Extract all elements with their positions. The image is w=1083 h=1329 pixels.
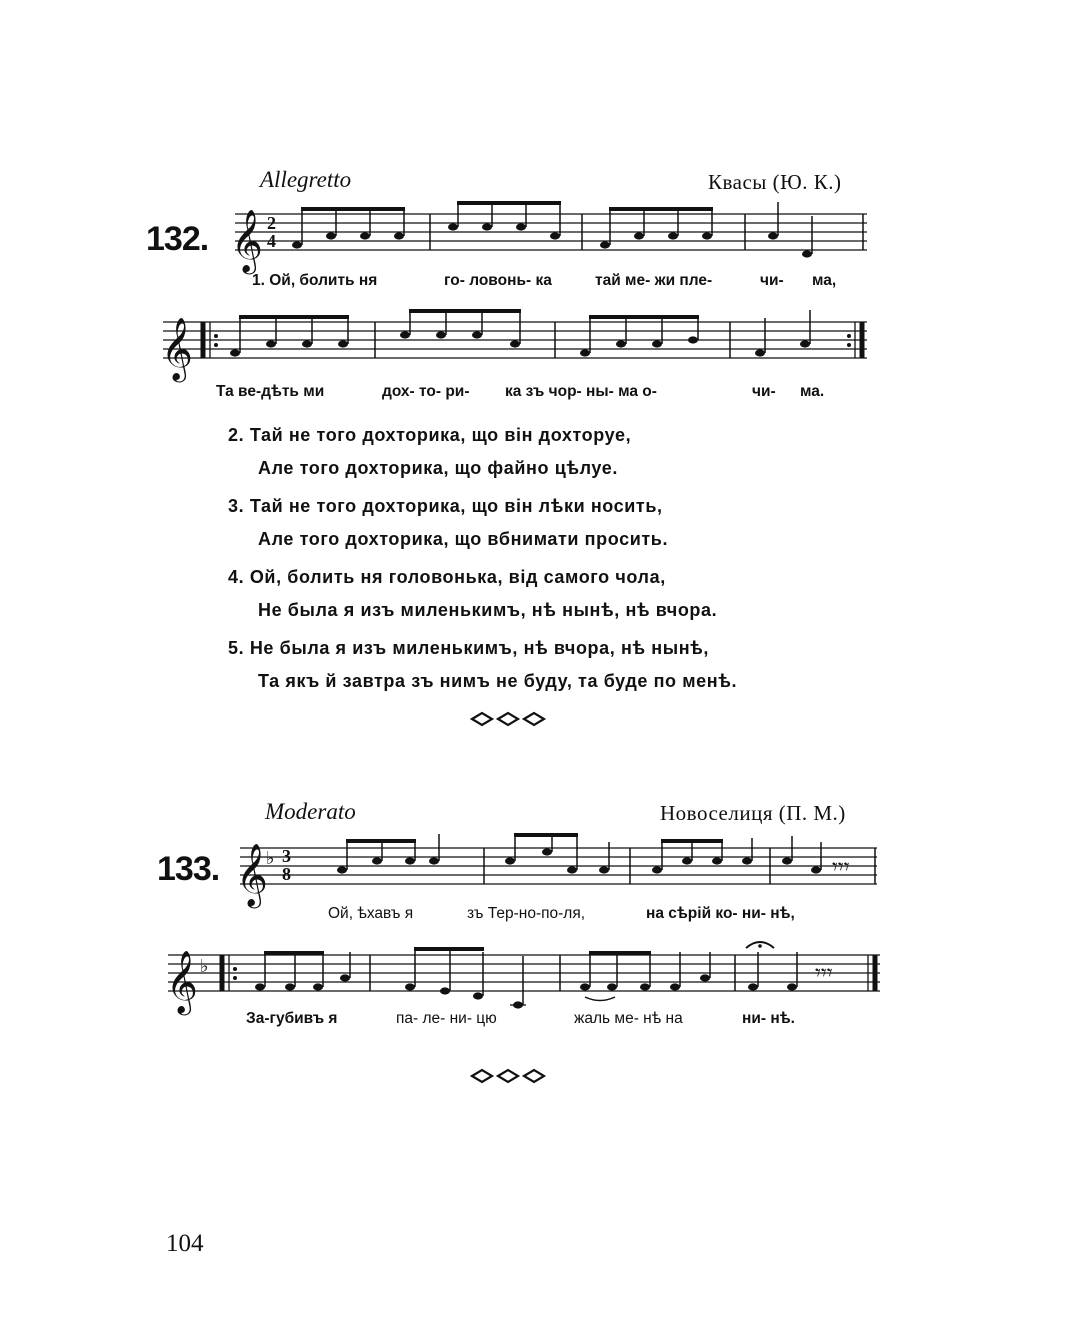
svg-text:2: 2 (267, 213, 276, 233)
svg-text:8: 8 (282, 864, 291, 884)
treble-clef-icon: 𝄞 (166, 950, 198, 1013)
rest-icon: 𝄾𝄾𝄾 (815, 961, 833, 986)
verse-line: Але того дохторика, що вбнимати просить. (258, 529, 669, 549)
flat-icon: ♭ (200, 956, 209, 977)
lyric-syllable: на сѣрій ко- ни- нѣ, (646, 905, 795, 922)
stanza (228, 561, 737, 627)
lyric-syllable: тай ме- жи пле- (595, 272, 713, 289)
verse-line: Та якъ й завтра зъ нимъ не буду, та буде по менѣ. (258, 671, 738, 691)
svg-text:4: 4 (267, 231, 276, 251)
origin-132: Квасы (Ю. К.) (708, 170, 842, 194)
treble-clef-icon: 𝄞 (236, 843, 268, 906)
lyric-syllable: За-губивъ я (246, 1010, 338, 1027)
verse-line: 5. Не была я изъ миленькимъ, нѣ вчора, нѣ нынѣ, (228, 638, 710, 658)
lyric-syllable: ка зъ чор- ны- ма о- (505, 383, 657, 400)
lyric-syllable: чи- (760, 272, 784, 289)
verse-line: Але того дохторика, що файно цѣлуе. (258, 458, 619, 478)
staff-133-line-1 (232, 830, 882, 910)
tempo-132: Allegretto (260, 167, 352, 192)
svg-text:3: 3 (282, 846, 291, 866)
verse-line: 3. Тай не того дохторика, що він лѣки носить, (228, 496, 663, 516)
verse-line: 2. Тай не того дохторика, що він дохторуе, (228, 425, 632, 445)
lyric-syllable: ни- нѣ. (742, 1010, 795, 1027)
lyric-syllable: зъ Тер-но-по-ля, (467, 905, 586, 922)
lyric-syllable: 1. Ой, болить ня (252, 272, 378, 289)
page-number: 104 (166, 1230, 204, 1257)
lyric-syllable: го- ловонь- ка (444, 272, 552, 289)
stanza (228, 419, 737, 485)
staff-132-line-1 (225, 200, 875, 280)
lyric-syllable: ма, (812, 272, 837, 289)
lyric-syllable: дох- то- ри- (382, 383, 470, 400)
verse-line: Не была я изъ миленькимъ, нѣ нынѣ, нѣ вчора. (258, 600, 718, 620)
staff-132-line-2 (155, 300, 875, 380)
song-number-133: 133. (157, 850, 220, 888)
lyric-syllable: ма. (800, 383, 825, 400)
lyric-syllable: жаль ме- нѣ на (574, 1010, 683, 1027)
ornament-divider-icon (470, 711, 550, 727)
origin-133: Новоселиця (П. М.) (660, 801, 846, 825)
flat-icon: ♭ (266, 848, 275, 869)
ornament-divider-icon (470, 1068, 550, 1084)
rest-icon: 𝄾𝄾𝄾 (832, 855, 850, 880)
lyric-syllable: Та ве-дѣть ми (216, 383, 325, 400)
staff-133-line-2 (160, 930, 880, 1013)
verses-132 (228, 419, 737, 703)
treble-clef-icon: 𝄞 (231, 209, 263, 272)
song-number-132: 132. (146, 220, 209, 258)
treble-clef-icon: 𝄞 (161, 317, 193, 380)
stanza (228, 490, 737, 556)
verse-line: 4. Ой, болить ня головонька, від самого чола, (228, 567, 666, 587)
lyric-syllable: Ой, ѣхавъ я (328, 905, 414, 922)
lyric-syllable: па- ле- ни- цю (396, 1010, 497, 1027)
tempo-133: Moderato (265, 799, 356, 824)
lyric-syllable: чи- (752, 383, 776, 400)
stanza (228, 632, 737, 698)
